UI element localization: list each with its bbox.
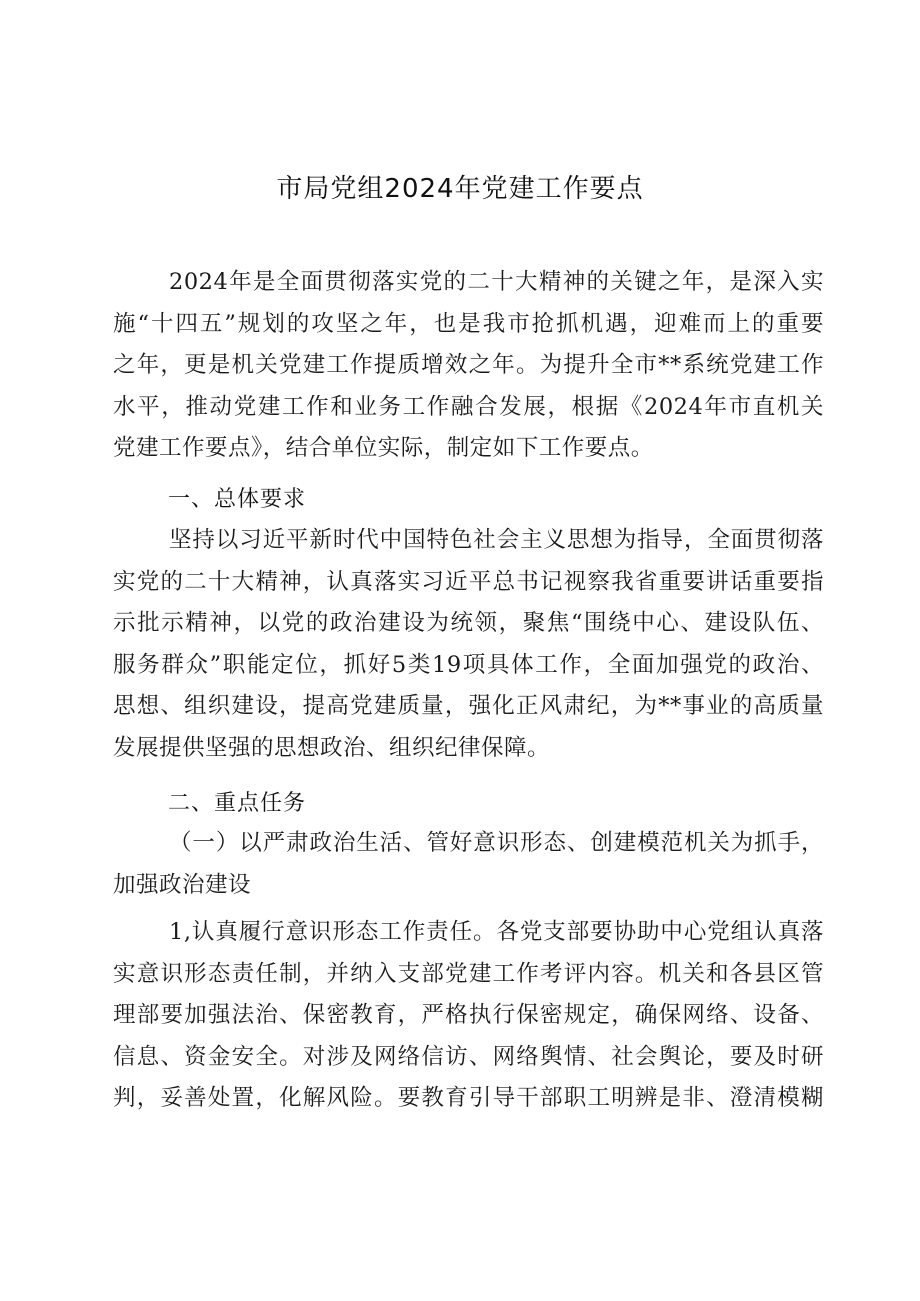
section-heading: 一、总体要求 bbox=[168, 487, 307, 512]
intro-paragraph bbox=[113, 262, 824, 470]
item1-paragraph bbox=[113, 912, 824, 1120]
text-line: （一）以严肃政治生活、管好意识形态、创建模范机关为抓手， bbox=[169, 830, 824, 856]
text-line: 2024年是全面贯彻落实党的二十大精神的关键之年，是深入实 bbox=[169, 269, 824, 295]
document-title: 市局党组2024年党建工作要点 bbox=[276, 174, 644, 204]
text-line: 加强政治建设 bbox=[113, 871, 252, 898]
text-line: 思想、组织建设，提高党建质量，强化正风肃纪，为**事业的高质量 bbox=[113, 693, 824, 720]
text-line: 信息、资金安全。对涉及网络信访、网络舆情、社会舆论，要及时研 bbox=[113, 1043, 824, 1070]
text-line: 服务群众”职能定位，抓好5类19项具体工作，全面加强党的政治、 bbox=[113, 651, 824, 678]
text-line: 理部要加强法治、保密教育，严格执行保密规定，确保网络、设备、 bbox=[113, 1002, 824, 1029]
text-line: 坚持以习近平新时代中国特色社会主义思想为指导，全面贯彻落 bbox=[169, 527, 824, 553]
subsection-paragraph bbox=[113, 823, 824, 906]
text-line: 党建工作要点》，结合单位实际，制定如下工作要点。 bbox=[113, 435, 654, 462]
text-line: 施“十四五”规划的攻坚之年，也是我市抢抓机遇，迎难而上的重要 bbox=[113, 310, 824, 337]
section-heading: 二、重点任务 bbox=[168, 791, 307, 816]
text-line: 判，妥善处置，化解风险。要教育引导干部职工明辨是非、澄清模糊 bbox=[113, 1085, 824, 1112]
text-line: 之年，更是机关党建工作提质增效之年。为提升全市**系统党建工作 bbox=[113, 352, 824, 379]
text-line: 示批示精神，以党的政治建设为统领，聚焦“围绕中心、建设队伍、 bbox=[113, 610, 824, 637]
text-line: 实党的二十大精神，认真落实习近平总书记视察我省重要讲话重要指 bbox=[113, 568, 824, 595]
text-line: 实意识形态责任制，并纳入支部党建工作考评内容。机关和各县区管 bbox=[113, 960, 824, 987]
section1-paragraph bbox=[113, 520, 824, 770]
text-line: 发展提供坚强的思想政治、组织纪律保障。 bbox=[113, 734, 551, 761]
text-line: 水平，推动党建工作和业务工作融合发展，根据《2024年市直机关 bbox=[113, 393, 824, 420]
text-line: 1,认真履行意识形态工作责任。各党支部要协助中心党组认真落 bbox=[169, 919, 824, 945]
